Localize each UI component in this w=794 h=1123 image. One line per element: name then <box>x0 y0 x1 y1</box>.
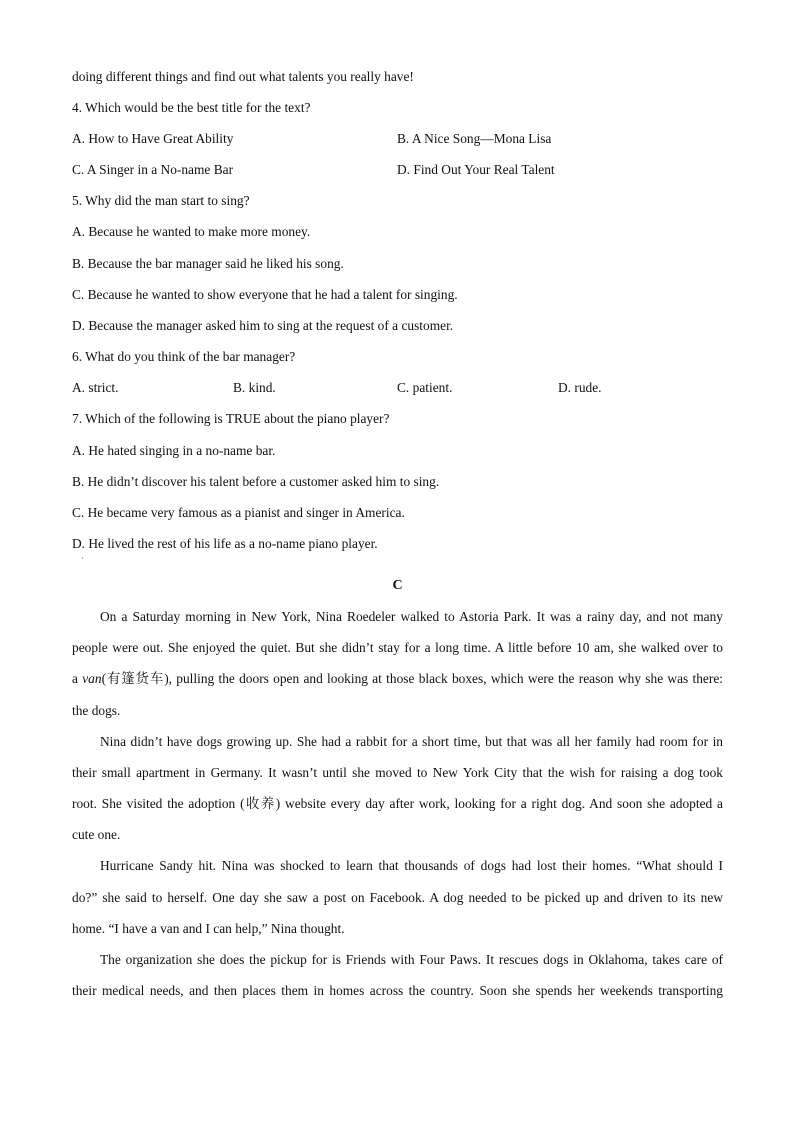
q7-option-d: D. He lived the rest of his life as a no-name piano player. <box>72 536 378 551</box>
passage-p2-line-3: root. She visited the adoption (收养) website every day after work, looking for a right dog. And soon she adopted a <box>72 796 723 811</box>
q7-option-b: B. He didn’t discover his talent before a customer asked him to sing. <box>72 474 440 489</box>
passage-p2-line-2: their small apartment in Germany. It wasn’t until she moved to New York City that the wish for raising a dog took <box>72 765 723 780</box>
continued-text-line: doing different things and find out what talents you really have! <box>72 69 414 84</box>
question-6: 6. What do you think of the bar manager? <box>72 349 296 364</box>
passage-p3-line-1: Hurricane Sandy hit. Nina was shocked to learn that thousands of dogs had lost their homes. “What should I <box>100 858 723 873</box>
q7-option-c: C. He became very famous as a pianist and singer in America. <box>72 505 405 520</box>
text-segment: (有篷货车), pulling the doors open and looking at those black boxes, which were the reason why she was there: <box>101 671 723 686</box>
passage-p2-line-4: cute one. <box>72 827 121 842</box>
q4-option-c: C. A Singer in a No-name Bar <box>72 162 234 177</box>
passage-p1-line-2: people were out. She enjoyed the quiet. But she didn’t stay for a long time. A little before 10 am, she walked over to <box>72 640 723 655</box>
text-segment: a <box>72 671 83 686</box>
passage-p4-line-1: The organization she does the pickup for is Friends with Four Paws. It rescues dogs in Oklahoma, takes care of <box>100 952 723 967</box>
q4-option-d: D. Find Out Your Real Talent <box>397 162 555 177</box>
q4-option-a: A. How to Have Great Ability <box>72 131 234 146</box>
q4-option-b: B. A Nice Song—Mona Lisa <box>397 131 552 146</box>
question-7: 7. Which of the following is TRUE about the piano player? <box>72 411 390 426</box>
question-5: 5. Why did the man start to sing? <box>72 193 250 208</box>
q5-option-b: B. Because the bar manager said he liked his song. <box>72 256 344 271</box>
passage-p3-line-2: do?” she said to herself. One day she saw a post on Facebook. A dog needed to be picked up and driven to its new <box>72 890 723 905</box>
passage-p3-line-3: home. “I have a van and I can help,” Nina thought. <box>72 921 345 936</box>
passage-p2-line-1: Nina didn’t have dogs growing up. She had a rabbit for a short time, but that was all her family had room for in <box>100 734 723 749</box>
q6-option-d: D. rude. <box>558 380 602 395</box>
passage-p4-line-2: their medical needs, and then places them in homes across the country. Soon she spends her weekends transporting <box>72 983 723 998</box>
passage-p1-line-3 <box>72 670 723 688</box>
q5-option-c: C. Because he wanted to show everyone that he had a talent for singing. <box>72 287 458 302</box>
q7-option-a: A. He hated singing in a no-name bar. <box>72 443 276 458</box>
q6-option-b: B. kind. <box>233 380 276 395</box>
italic-word: van <box>82 671 102 686</box>
q5-option-a: A. Because he wanted to make more money. <box>72 224 311 239</box>
q6-option-c: C. patient. <box>397 380 453 395</box>
q6-option-a: A. strict. <box>72 380 119 395</box>
stray-mark: · <box>81 554 84 563</box>
question-4: 4. Which would be the best title for the text? <box>72 100 311 115</box>
passage-p1-line-1: On a Saturday morning in New York, Nina Roedeler walked to Astoria Park. It was a rainy day, and not many <box>100 609 723 624</box>
q5-option-d: D. Because the manager asked him to sing at the request of a customer. <box>72 318 454 333</box>
passage-p1-line-4: the dogs. <box>72 703 121 718</box>
section-heading: C <box>392 578 403 593</box>
